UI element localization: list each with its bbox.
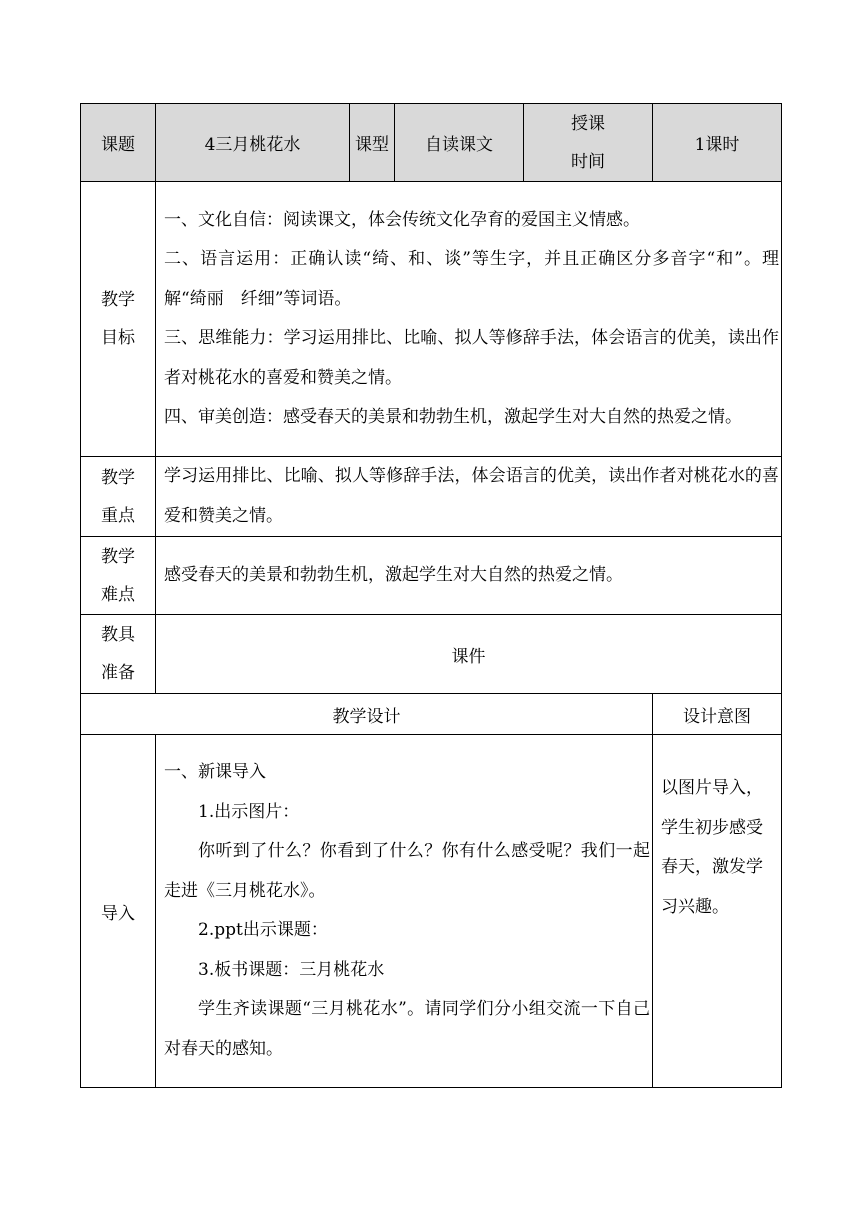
materials-label — [81, 615, 156, 694]
lesson-plan-table — [80, 103, 782, 1088]
objectives-label — [81, 182, 156, 457]
time-label-line1: 授课 — [571, 113, 605, 134]
time-value: 1课时 — [653, 104, 782, 182]
materials-label-line2: 准备 — [101, 663, 135, 683]
objectives-content — [156, 182, 782, 457]
topic-value: 4三月桃花水 — [156, 104, 350, 182]
key-points-text: 学习运用排比、比喻、拟人等修辞手法，体会语言的优美，读出作者对桃花水的喜爱和赞美之情。 — [156, 457, 782, 537]
header-row — [81, 104, 782, 182]
intro-line: 2.ppt出示课题： — [198, 920, 328, 940]
materials-row — [81, 615, 782, 694]
design-label: 教学设计 — [81, 694, 653, 735]
objectives-label-line2: 目标 — [101, 328, 135, 348]
intro-line: 1.出示图片： — [198, 801, 300, 822]
time-label-line2: 时间 — [571, 151, 605, 172]
materials-label-line1: 教具 — [101, 625, 135, 645]
key-points-label-line2: 重点 — [101, 505, 135, 526]
objective-item: 一、文化自信：阅读课文，体会传统文化孕育的爱国主义情感。 — [164, 209, 640, 230]
difficulties-label-line2: 难点 — [101, 584, 135, 605]
intro-line: 你听到了什么？你看到了什么？你有什么感受呢？我们一起走进《三月桃花水》。 — [164, 841, 650, 901]
key-points-label-line1: 教学 — [101, 467, 135, 488]
intro-intent-text: 以图片导入，学生初步感受春天，激发学习兴趣。 — [661, 778, 763, 917]
intro-line: 一、新课导入 — [164, 762, 266, 782]
materials-text: 课件 — [156, 615, 782, 694]
key-points-label — [81, 457, 156, 537]
objectives-row — [81, 182, 782, 457]
type-label: 课型 — [350, 104, 395, 182]
difficulties-row — [81, 537, 782, 615]
intro-label: 导入 — [81, 735, 156, 1088]
difficulties-label-line1: 教学 — [101, 546, 135, 567]
time-label — [524, 104, 653, 182]
objective-item: 二、语言运用：正确认读“绮、和、谈”等生字，并且正确区分多音字“和”。理解“绮丽 纤细”等词语。 — [164, 249, 779, 309]
design-header-row — [81, 694, 782, 735]
intro-line: 学生齐读课题“三月桃花水”。请同学们分小组交流一下自己对春天的感知。 — [164, 999, 650, 1059]
difficulties-text: 感受春天的美景和勃勃生机，激起学生对大自然的热爱之情。 — [156, 537, 782, 615]
intro-line: 3.板书课题：三月桃花水 — [198, 959, 385, 980]
intro-intent — [653, 735, 782, 1088]
objective-item: 四、审美创造：感受春天的美景和勃勃生机，激起学生对大自然的热爱之情。 — [164, 407, 742, 427]
key-points-row — [81, 457, 782, 537]
type-value: 自读课文 — [395, 104, 524, 182]
intro-row — [81, 735, 782, 1088]
intent-label: 设计意图 — [653, 694, 782, 735]
topic-label: 课题 — [81, 104, 156, 182]
intro-content — [156, 735, 653, 1088]
difficulties-label — [81, 537, 156, 615]
objective-item: 三、思维能力：学习运用排比、比喻、拟人等修辞手法，体会语言的优美，读出作者对桃花水的喜爱和赞美之情。 — [164, 328, 779, 388]
objectives-label-line1: 教学 — [101, 290, 135, 310]
